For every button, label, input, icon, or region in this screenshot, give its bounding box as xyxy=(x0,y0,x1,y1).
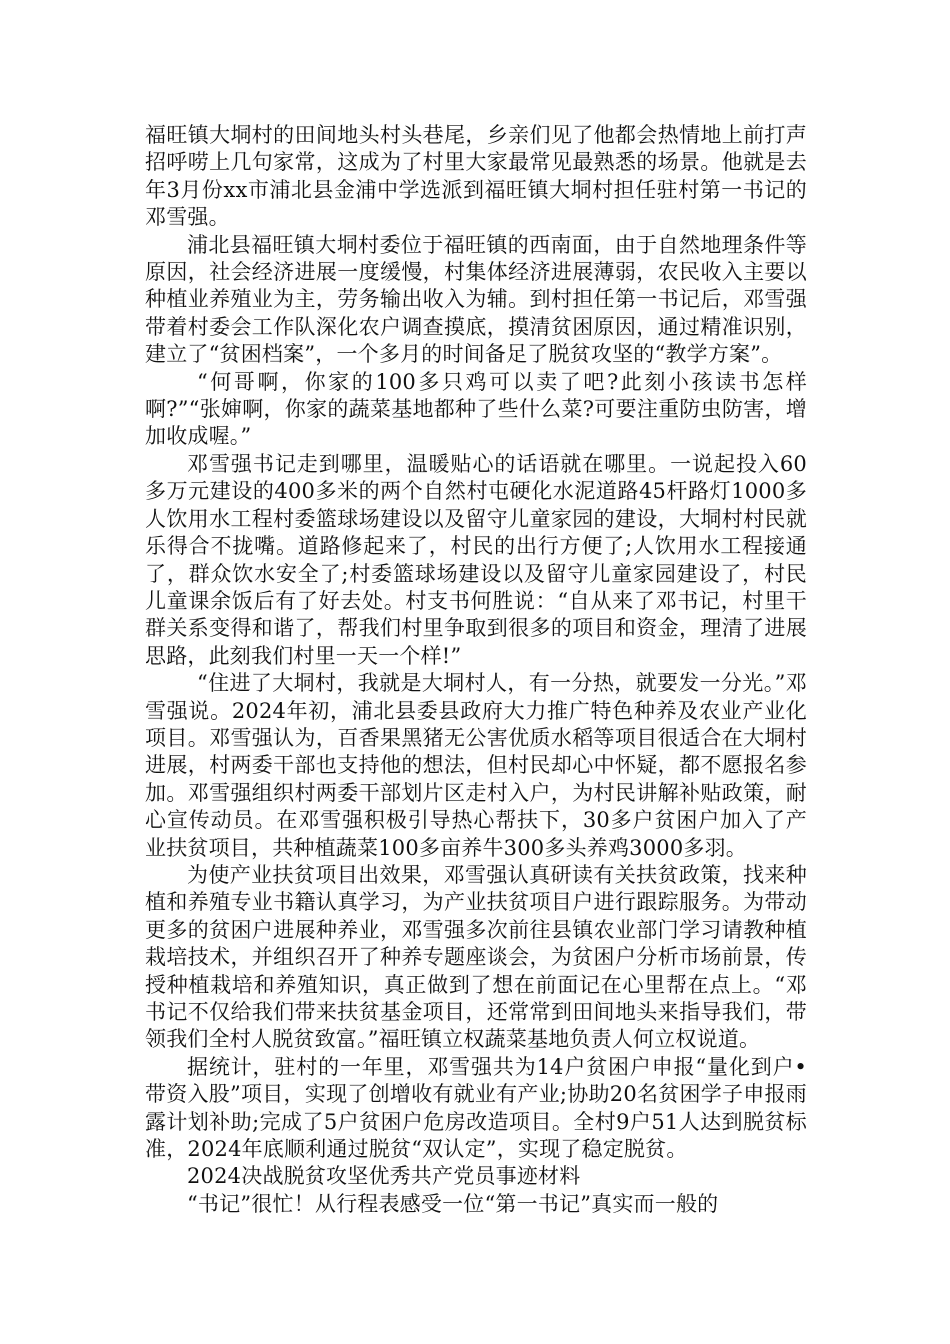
paragraph-busy-secretary: “书记”很忙！从行程表感受一位“第一书记”真实而一般的 xyxy=(187,1191,719,1216)
paragraph-intro: 福旺镇大垌村的田间地头村头巷尾，乡亲们见了他都会热情地上前打声招呼唠上几句家常，这成为了村里大家最常见最熟悉的场景。他就是去年3月份xx市浦北县金浦中学选派到福旺镇大垌村担任驻村第一书记的邓雪强。 xyxy=(145,123,807,230)
document-body xyxy=(145,122,807,1218)
paragraph-industry-projects: “住进了大垌村，我就是大垌村人，有一分热，就要发一分光。”邓雪强说。2024年初，浦北县委县政府大力推广特色种养及农业产业化项目。邓雪强认为，百香果黑猪无公害优质水稻等项目很适合在大垌村进展，村两委干部也支持他的想法，但村民却心中怀疑，都不愿报名参加。邓雪强组织村两委干部划片区走村入户，为村民讲解补贴政策，耐心宣传动员。在邓雪强积极引导热心帮扶下，30多户贫困户加入了产业扶贫项目，共种植蔬菜100多亩养牛300多头养鸡3000多羽。 xyxy=(145,671,807,860)
section-heading: 2024决战脱贫攻坚优秀共产党员事迹材料 xyxy=(187,1164,581,1189)
paragraph-village-background: 浦北县福旺镇大垌村委位于福旺镇的西南面，由于自然地理条件等原因，社会经济进展一度缓慢，村集体经济进展薄弱，农民收入主要以种植业养殖业为主，劳务输出收入为辅。到村担任第一书记后，邓雪强带着村委会工作队深化农户调查摸底，摸清贫困原因，通过精准识别，建立了“贫困档案”，一个多月的时间备足了脱贫攻坚的“教学方案”。 xyxy=(145,232,807,367)
paragraph-infrastructure: 邓雪强书记走到哪里，温暖贴心的话语就在哪里。一说起投入60多万元建设的400多米的两个自然村屯硬化水泥道路45杆路灯1000多人饮用水工程村委篮球场建设以及留守儿童家园的建设，大垌村村民就乐得合不拢嘴。道路修起来了，村民的出行方便了;人饮用水工程接通了，群众饮水安全了;村委篮球场建设以及留守儿童家园建设了，村民儿童课余饭后有了好去处。村支书何胜说：“自从来了邓书记，村里干群关系变得和谐了，帮我们村里争取到很多的项目和资金，理清了进展思路，此刻我们村里一天一个样!” xyxy=(145,451,807,668)
paragraph-statistics: 据统计，驻村的一年里，邓雪强共为14户贫困户申报“量化到户•带资入股”项目，实现了创增收有就业有产业;协助20名贫困学子申报雨露计划补助;完成了5户贫困户危房改造项目。全村9户51人达到脱贫标准，2024年底顺利通过脱贫“双认定”，实现了稳定脱贫。 xyxy=(145,1054,807,1162)
paragraph-greeting-quote: “何哥啊，你家的100多只鸡可以卖了吧?此刻小孩读书怎样啊?”“张婶啊，你家的蔬菜基地都种了些什么菜?可要注重防虫防害，增加收成喔。” xyxy=(145,369,807,449)
paragraph-tracking-service: 为使产业扶贫项目出效果，邓雪强认真研读有关扶贫政策，找来种植和养殖专业书籍认真学习，为产业扶贫项目户进行跟踪服务。为带动更多的贫困户进展种养业，邓雪强多次前往县镇农业部门学习请教种植栽培技术，并组织召开了种养专题座谈会，为贫困户分析市场前景，传授种植栽培和养殖知识，真正做到了想在前面记在心里帮在点上。“邓书记不仅给我们带来扶贫基金项目，还常常到田间地头来指导我们，带领我们全村人脱贫致富。”福旺镇立权蔬菜基地负责人何立权说道。 xyxy=(145,862,807,1052)
